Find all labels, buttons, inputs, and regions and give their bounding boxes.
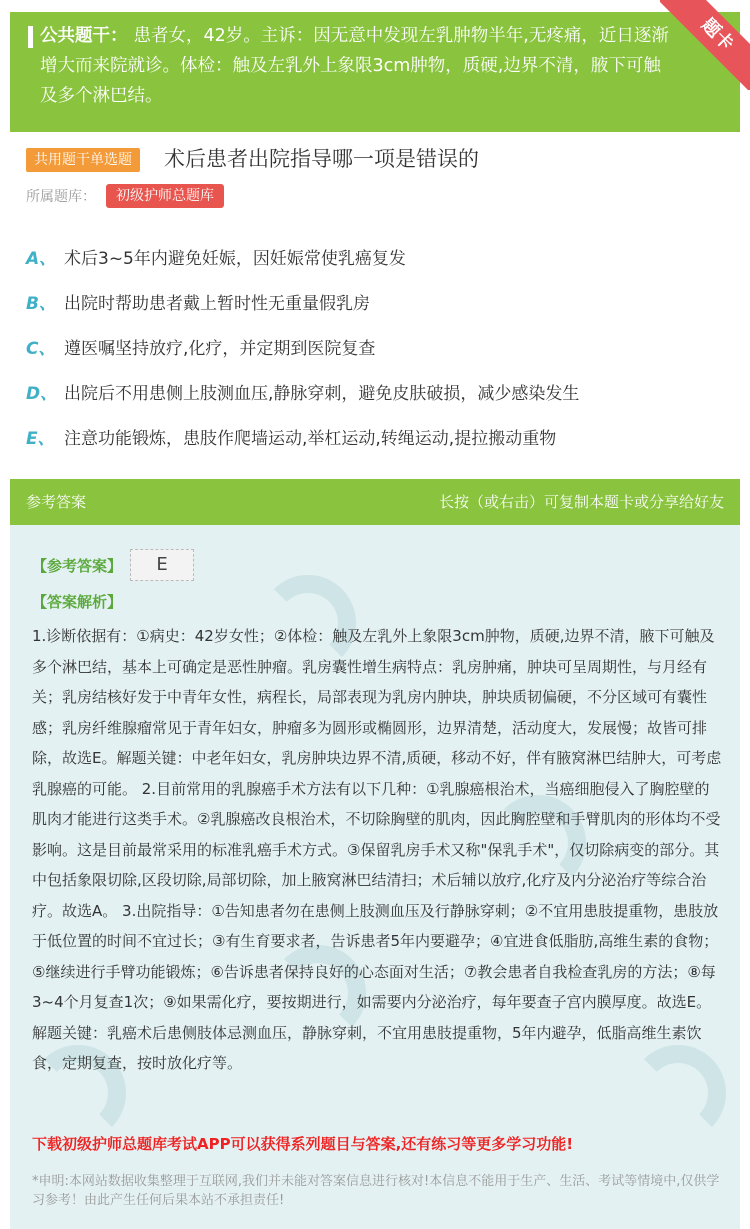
ribbon-corner <box>660 0 750 90</box>
option-letter: E、 <box>26 429 55 449</box>
option-a[interactable] <box>26 234 726 279</box>
answer-panel <box>10 525 740 1229</box>
analysis-label: 【答案解析】 <box>32 593 123 611</box>
options-list <box>26 234 726 459</box>
option-letter: D、 <box>26 384 58 404</box>
answer-header-title: 参考答案 <box>26 493 87 511</box>
analysis-text: 1.诊断依据有：①病史：42岁女性；②体检：触及左乳外上象限3cm肿物，质硬,边界不清，腋下可触及多个淋巴结，基本上可确定是恶性肿瘤。乳房囊性增生病特点：乳房肿痛，肿块可呈周期性，与月经有关；乳房结核好发于中青年女性，病程长，局部表现为乳房内肿块，肿块质韧偏硬，不分区域可有囊性感；乳房纤维腺瘤常见于青年妇女，肿瘤多为圆形或椭圆形，边界清楚，活动度大，发展慢；故皆可排除，故选E。解题关键：中老年妇女，乳房肿块边界不清,质硬，移动不好，伴有腋窝淋巴结肿大，可考虑乳腺癌的可能。 2.目前常用的乳腺癌手术方法有以下几种：①乳腺癌根治术，当癌细胞侵入了胸腔壁的肌肉才能进行这类手术。②乳腺癌改良根治术，不切除胸壁的肌肉，因此胸腔壁和手臂肌肉的形体均不受影响。这是目前最常采用的标准乳癌手术方式。③保留乳房手术又称"保乳手术"，仅切除病变的部分。其中包括象限切除,区段切除,局部切除，加上腋窝淋巴结清扫；术后辅以放疗,化疗及内分泌治疗等综合治疗。故选A。 3.出院指导：①告知患者勿在患侧上肢测血压及行静脉穿刺；②不宜用患肢提重物，患肢放于低位置的时间不宜过长；③有生育要求者，告诉患者5年内要避孕；④宜进食低脂肪,高维生素的食物；⑤继续进行手臂功能锻炼；⑥告诉患者保持良好的心态面对生活；⑦教会患者自我检查乳房的方法；⑧每3~4个月复查1次；⑨如果需化疗，要按期进行，如需要内分泌治疗，每年要查子宫内膜厚度。故选E。解题关键：乳癌术后患侧肢体忌测血压，静脉穿刺，不宜用患肢提重物，5年内避孕，低脂高维生素饮食，定期复查，按时放化疗等。 <box>32 627 722 1072</box>
question-type-badge: 共用题干单选题 <box>26 148 140 172</box>
option-text: 遵医嘱坚持放疗,化疗，并定期到医院复查 <box>64 339 376 359</box>
stem-text: 患者女，42岁。主诉：因无意中发现左乳肿物半年,无疼痛，近日逐渐增大而来院就诊。体检：触及左乳外上象限3cm肿物，质硬,边界不清，腋下可触及多个淋巴结。 <box>40 26 669 106</box>
share-hint: 长按（或右击）可复制本题卡或分享给好友 <box>438 493 724 511</box>
download-app-link[interactable]: 下载初级护师总题库考试APP可以获得系列题目与答案,还有练习等更多学习功能! <box>32 1135 574 1153</box>
option-d[interactable] <box>26 369 726 414</box>
option-b[interactable] <box>26 279 726 324</box>
option-letter: C、 <box>26 339 56 359</box>
option-text: 出院后不用患侧上肢测血压,静脉穿刺，避免皮肤破损，减少感染发生 <box>64 384 580 404</box>
reference-answer-label: 【参考答案】 <box>32 556 123 575</box>
ribbon-badge: 题卡 <box>660 0 750 90</box>
bank-label: 所属题库： <box>26 189 96 205</box>
option-text: 术后3~5年内避免妊娠，因妊娠常使乳癌复发 <box>64 249 406 269</box>
reference-answer-row <box>32 549 194 581</box>
option-c[interactable] <box>26 324 726 369</box>
question-title: 术后患者出院指导哪一项是错误的 <box>164 147 479 171</box>
option-text: 注意功能锻炼，患肢作爬墙运动,举杠运动,转绳运动,提拉搬动重物 <box>64 429 557 449</box>
stem-marker <box>28 26 33 48</box>
stem-lead: 公共题干： <box>40 26 128 46</box>
disclaimer-text: *申明:本网站数据收集整理于互联网,我们并未能对答案信息进行核对!本信息不能用于生产、生活、考试等情境中,仅供学习参考！由此产生任何后果本站不承担责任! <box>32 1174 720 1208</box>
answer-header <box>10 479 740 525</box>
option-letter: B、 <box>26 294 56 314</box>
question-stem <box>10 12 740 132</box>
bank-tag-link[interactable]: 初级护师总题库 <box>106 184 224 208</box>
option-text: 出院时帮助患者戴上暂时性无重量假乳房 <box>64 294 370 314</box>
option-e[interactable] <box>26 414 726 459</box>
option-letter: A、 <box>26 249 57 269</box>
reference-answer-value: E <box>130 549 194 581</box>
